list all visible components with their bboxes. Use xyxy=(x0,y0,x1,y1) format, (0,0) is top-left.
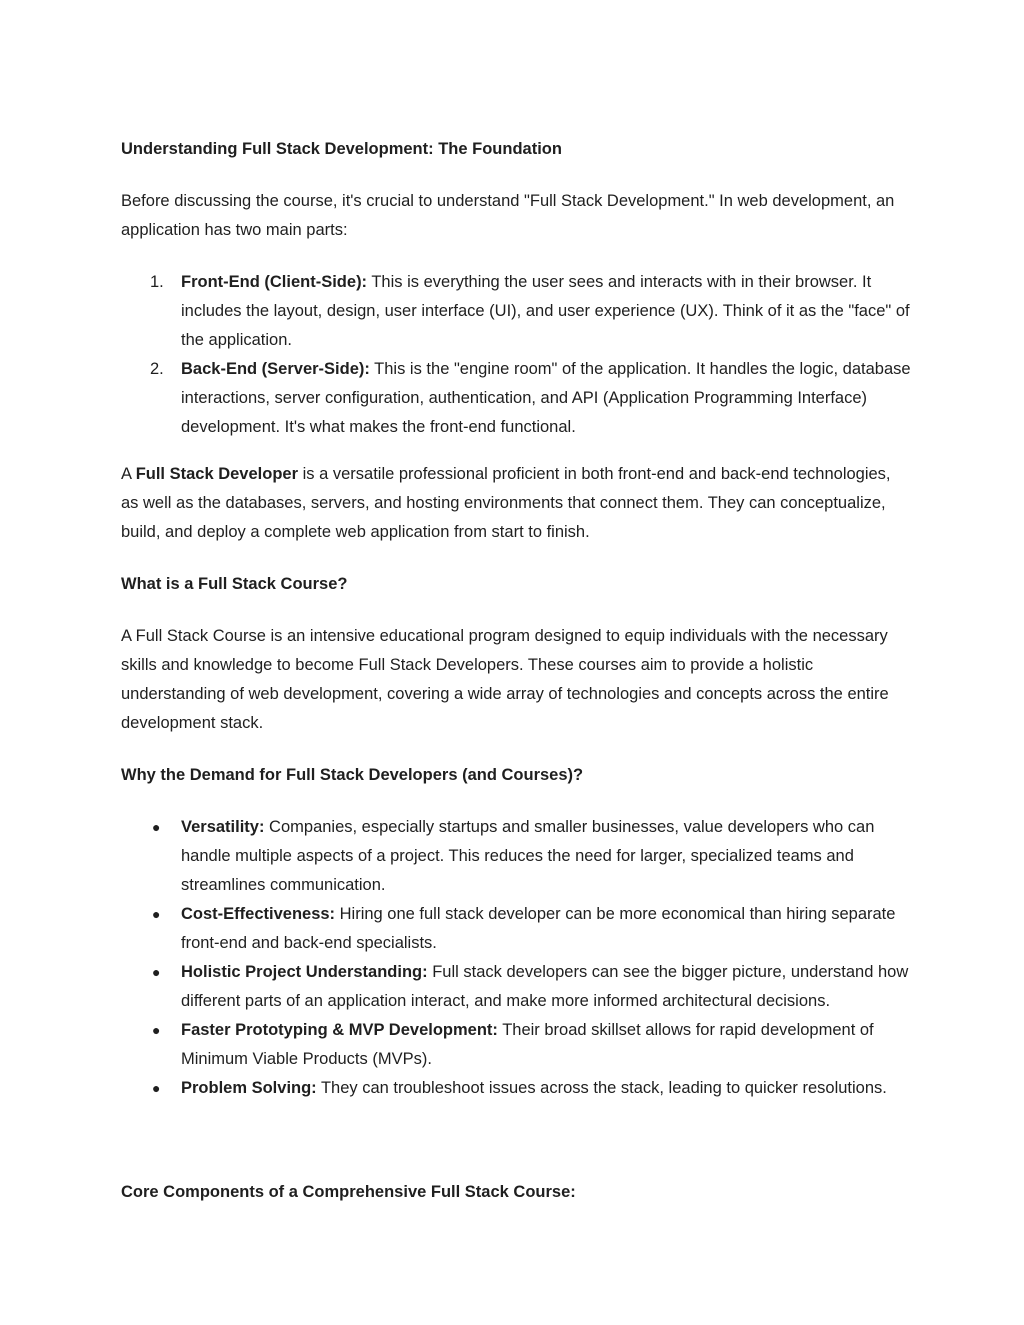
list-item-term: Versatility: xyxy=(181,818,265,836)
bullet-list-demand xyxy=(121,813,911,1103)
bullet-icon: ● xyxy=(152,1080,161,1096)
numbered-list-parts xyxy=(121,268,911,442)
list-item-term: Problem Solving: xyxy=(181,1079,317,1097)
list-item-text: Companies, especially startups and smaller businesses, value developers who can handle multiple aspects of a project. This reduces the need for larger, specialized teams and streamlines communication. xyxy=(181,818,875,894)
list-number: 1. xyxy=(150,273,164,291)
bullet-icon: ● xyxy=(152,1022,161,1038)
list-item-back-end xyxy=(121,355,911,442)
bullet-icon: ● xyxy=(152,964,161,980)
list-item-text: Full stack developers can see the bigger picture, understand how different parts of an application interact, and make more informed architectural decisions. xyxy=(181,963,909,1010)
paragraph-term: Full Stack Developer xyxy=(135,465,298,483)
heading-understanding-full-stack: Understanding Full Stack Development: The Foundation xyxy=(121,140,562,158)
heading-what-is-course: What is a Full Stack Course? xyxy=(121,575,348,593)
bullet-icon: ● xyxy=(152,906,161,922)
paragraph-text: is a versatile professional proficient in both front-end and back-end technologies, as well as the databases, servers, and hosting environments that connect them. They can conceptualize, build, and deploy a complete web application from start to finish. xyxy=(121,465,891,541)
list-item-text: This is everything the user sees and interacts with in their browser. It includes the layout, design, user interface (UI), and user experience (UX). Think of it as the "face" of the application. xyxy=(181,273,910,349)
list-item-problem-solving xyxy=(121,1074,911,1103)
paragraph-prefix: A xyxy=(121,465,136,483)
list-item-holistic-understanding xyxy=(121,958,911,1016)
paragraph-full-stack-developer xyxy=(121,460,911,547)
paragraph-course-description xyxy=(121,622,911,738)
list-item-text: Their broad skillset allows for rapid development of Minimum Viable Products (MVPs). xyxy=(181,1021,874,1068)
list-item-text: Hiring one full stack developer can be more economical than hiring separate front-end and back-end specialists. xyxy=(181,905,896,952)
paragraph-intro xyxy=(121,187,911,245)
list-item-front-end xyxy=(121,268,911,355)
heading-why-demand: Why the Demand for Full Stack Developers (and Courses)? xyxy=(121,766,584,784)
list-number: 2. xyxy=(150,360,164,378)
paragraph-intro-text: Before discussing the course, it's crucial to understand "Full Stack Development." In web development, an application has two main parts: xyxy=(121,192,895,239)
list-item-term: Back-End (Server-Side): xyxy=(181,360,370,378)
list-item-term: Cost-Effectiveness: xyxy=(181,905,336,923)
list-item-text: They can troubleshoot issues across the stack, leading to quicker resolutions. xyxy=(316,1079,887,1097)
list-item-cost-effectiveness xyxy=(121,900,911,958)
bullet-icon: ● xyxy=(152,819,161,835)
list-item-term: Holistic Project Understanding: xyxy=(181,963,428,981)
list-item-text: This is the "engine room" of the application. It handles the logic, database interactions, server configuration, authentication, and API (Application Programming Interface) development. It's what makes the front-end functional. xyxy=(181,360,911,436)
list-item-term: Front-End (Client-Side): xyxy=(181,273,368,291)
list-item-versatility xyxy=(121,813,911,900)
list-item-term: Faster Prototyping & MVP Development: xyxy=(181,1021,498,1039)
list-item-faster-prototyping xyxy=(121,1016,911,1074)
paragraph-course-text: A Full Stack Course is an intensive educational program designed to equip individuals with the necessary skills and knowledge to become Full Stack Developers. These courses aim to provide a holistic understanding of web development, covering a wide array of technologies and concepts across the entire development stack. xyxy=(121,627,889,732)
heading-core-components: Core Components of a Comprehensive Full Stack Course: xyxy=(121,1183,576,1201)
